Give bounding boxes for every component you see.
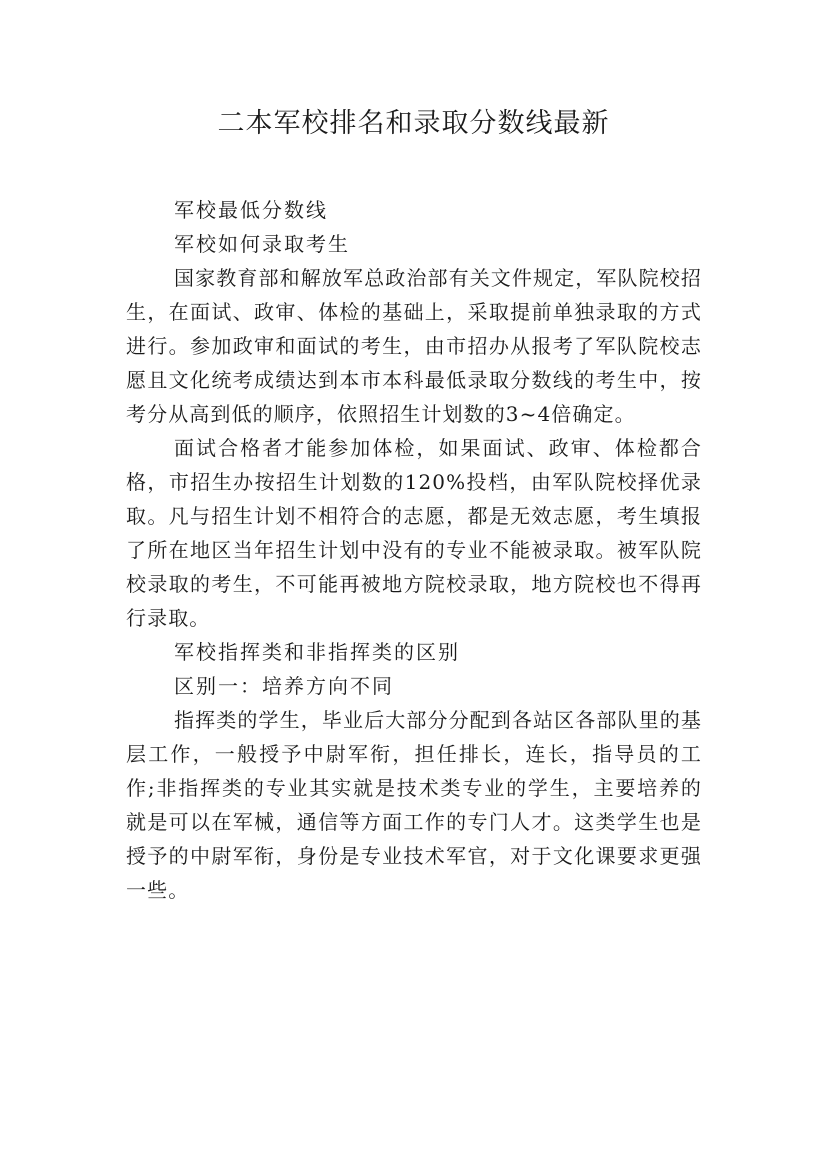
document-title: 二本军校排名和录取分数线最新 (217, 108, 610, 139)
paragraph-physical-exam: 面试合格者才能参加体检，如果面试、政审、体检都合格，市招生办按招生计划数的120%投档，由军队院校择优录取。凡与招生计划不相符合的志愿，都是无效志愿，考生填报了所在地区当年招生计划中没有的专业不能被录取。被军队院校录取的考生，不可能再被地方院校录取，地方院校也不得再行录取。 (126, 436, 702, 630)
document-body (126, 193, 702, 907)
heading-command-vs-noncommand: 军校指挥类和非指挥类的区别 (174, 640, 460, 664)
paragraph-command-training: 指挥类的学生，毕业后大部分分配到各站区各部队里的基层工作，一般授予中尉军衔，担任排长，连长，指导员的工作;非指挥类的专业其实就是技术类专业的学生，主要培养的就是可以在军械，通信等方面工作的专门人才。这类学生也是授予的中尉军衔，身份是专业技术军官，对于文化课要求更强一些。 (126, 708, 702, 902)
heading-difference-one: 区别一：培养方向不同 (174, 674, 394, 698)
heading-admission-method: 军校如何录取考生 (174, 232, 350, 256)
paragraph-admission-rules: 国家教育部和解放军总政治部有关文件规定，军队院校招生，在面试、政审、体检的基础上，采取提前单独录取的方式进行。参加政审和面试的考生，由市招办从报考了军队院校志愿且文化统考成绩达到本市本科最低录取分数线的考生中，按考分从高到低的顺序，依照招生计划数的3~4倍确定。 (126, 266, 702, 426)
heading-min-score: 军校最低分数线 (174, 198, 328, 222)
